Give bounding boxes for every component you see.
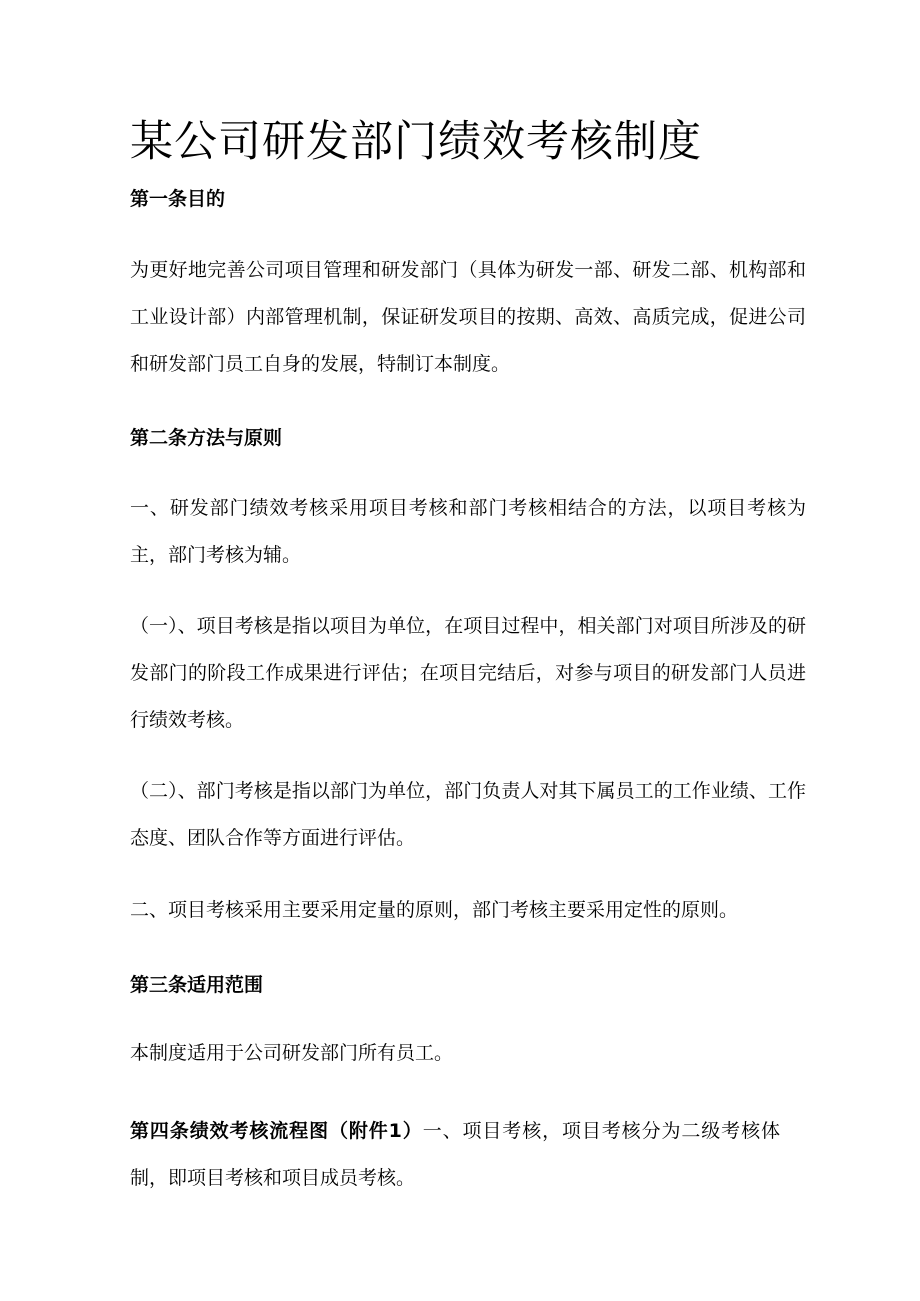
document-title: 某公司研发部门绩效考核制度 <box>130 117 702 167</box>
article-1-body: 为更好地完善公司项目管理和研发部门（具体为研发一部、研发二部、机构部和工业设计部）内部管理机制，保证研发项目的按期、高效、高质完成，促进公司和研发部门员工自身的发展，特制订本制度。 <box>130 259 806 375</box>
article-3-body: 本制度适用于公司研发部门所有员工。 <box>130 1042 454 1064</box>
article-2-paragraph-3: （二）、部门考核是指以部门为单位，部门负责人对其下属员工的工作业绩、工作态度、团队合作等方面进行评估。 <box>130 780 806 849</box>
article-2-heading: 第二条方法与原则 <box>130 427 283 449</box>
article-4-paragraph <box>130 1108 780 1202</box>
article-2-paragraph-1: 一、研发部门绩效考核采用项目考核和部门考核相结合的方法，以项目考核为主，部门考核为辅。 <box>130 497 806 566</box>
article-1-heading: 第一条目的 <box>130 188 226 210</box>
article-3-heading: 第三条适用范围 <box>130 974 264 996</box>
article-2-paragraph-2: （一）、项目考核是指以项目为单位，在项目过程中，相关部门对项目所涉及的研发部门的阶段工作成果进行评估；在项目完结后，对参与项目的研发部门人员进行绩效考核。 <box>130 615 806 731</box>
article-4-body: 一、项目考核，项目考核分为二级考核体制，即项目考核和项目成员考核。 <box>130 1120 780 1189</box>
article-4-heading: 第四条绩效考核流程图（附件 <box>130 1120 389 1142</box>
article-4-heading-close: ） <box>401 1120 423 1142</box>
article-2-paragraph-4: 二、项目考核采用主要采用定量的原则，部门考核主要采用定性的原则。 <box>130 899 739 921</box>
attachment-number: 1 <box>388 1120 402 1142</box>
